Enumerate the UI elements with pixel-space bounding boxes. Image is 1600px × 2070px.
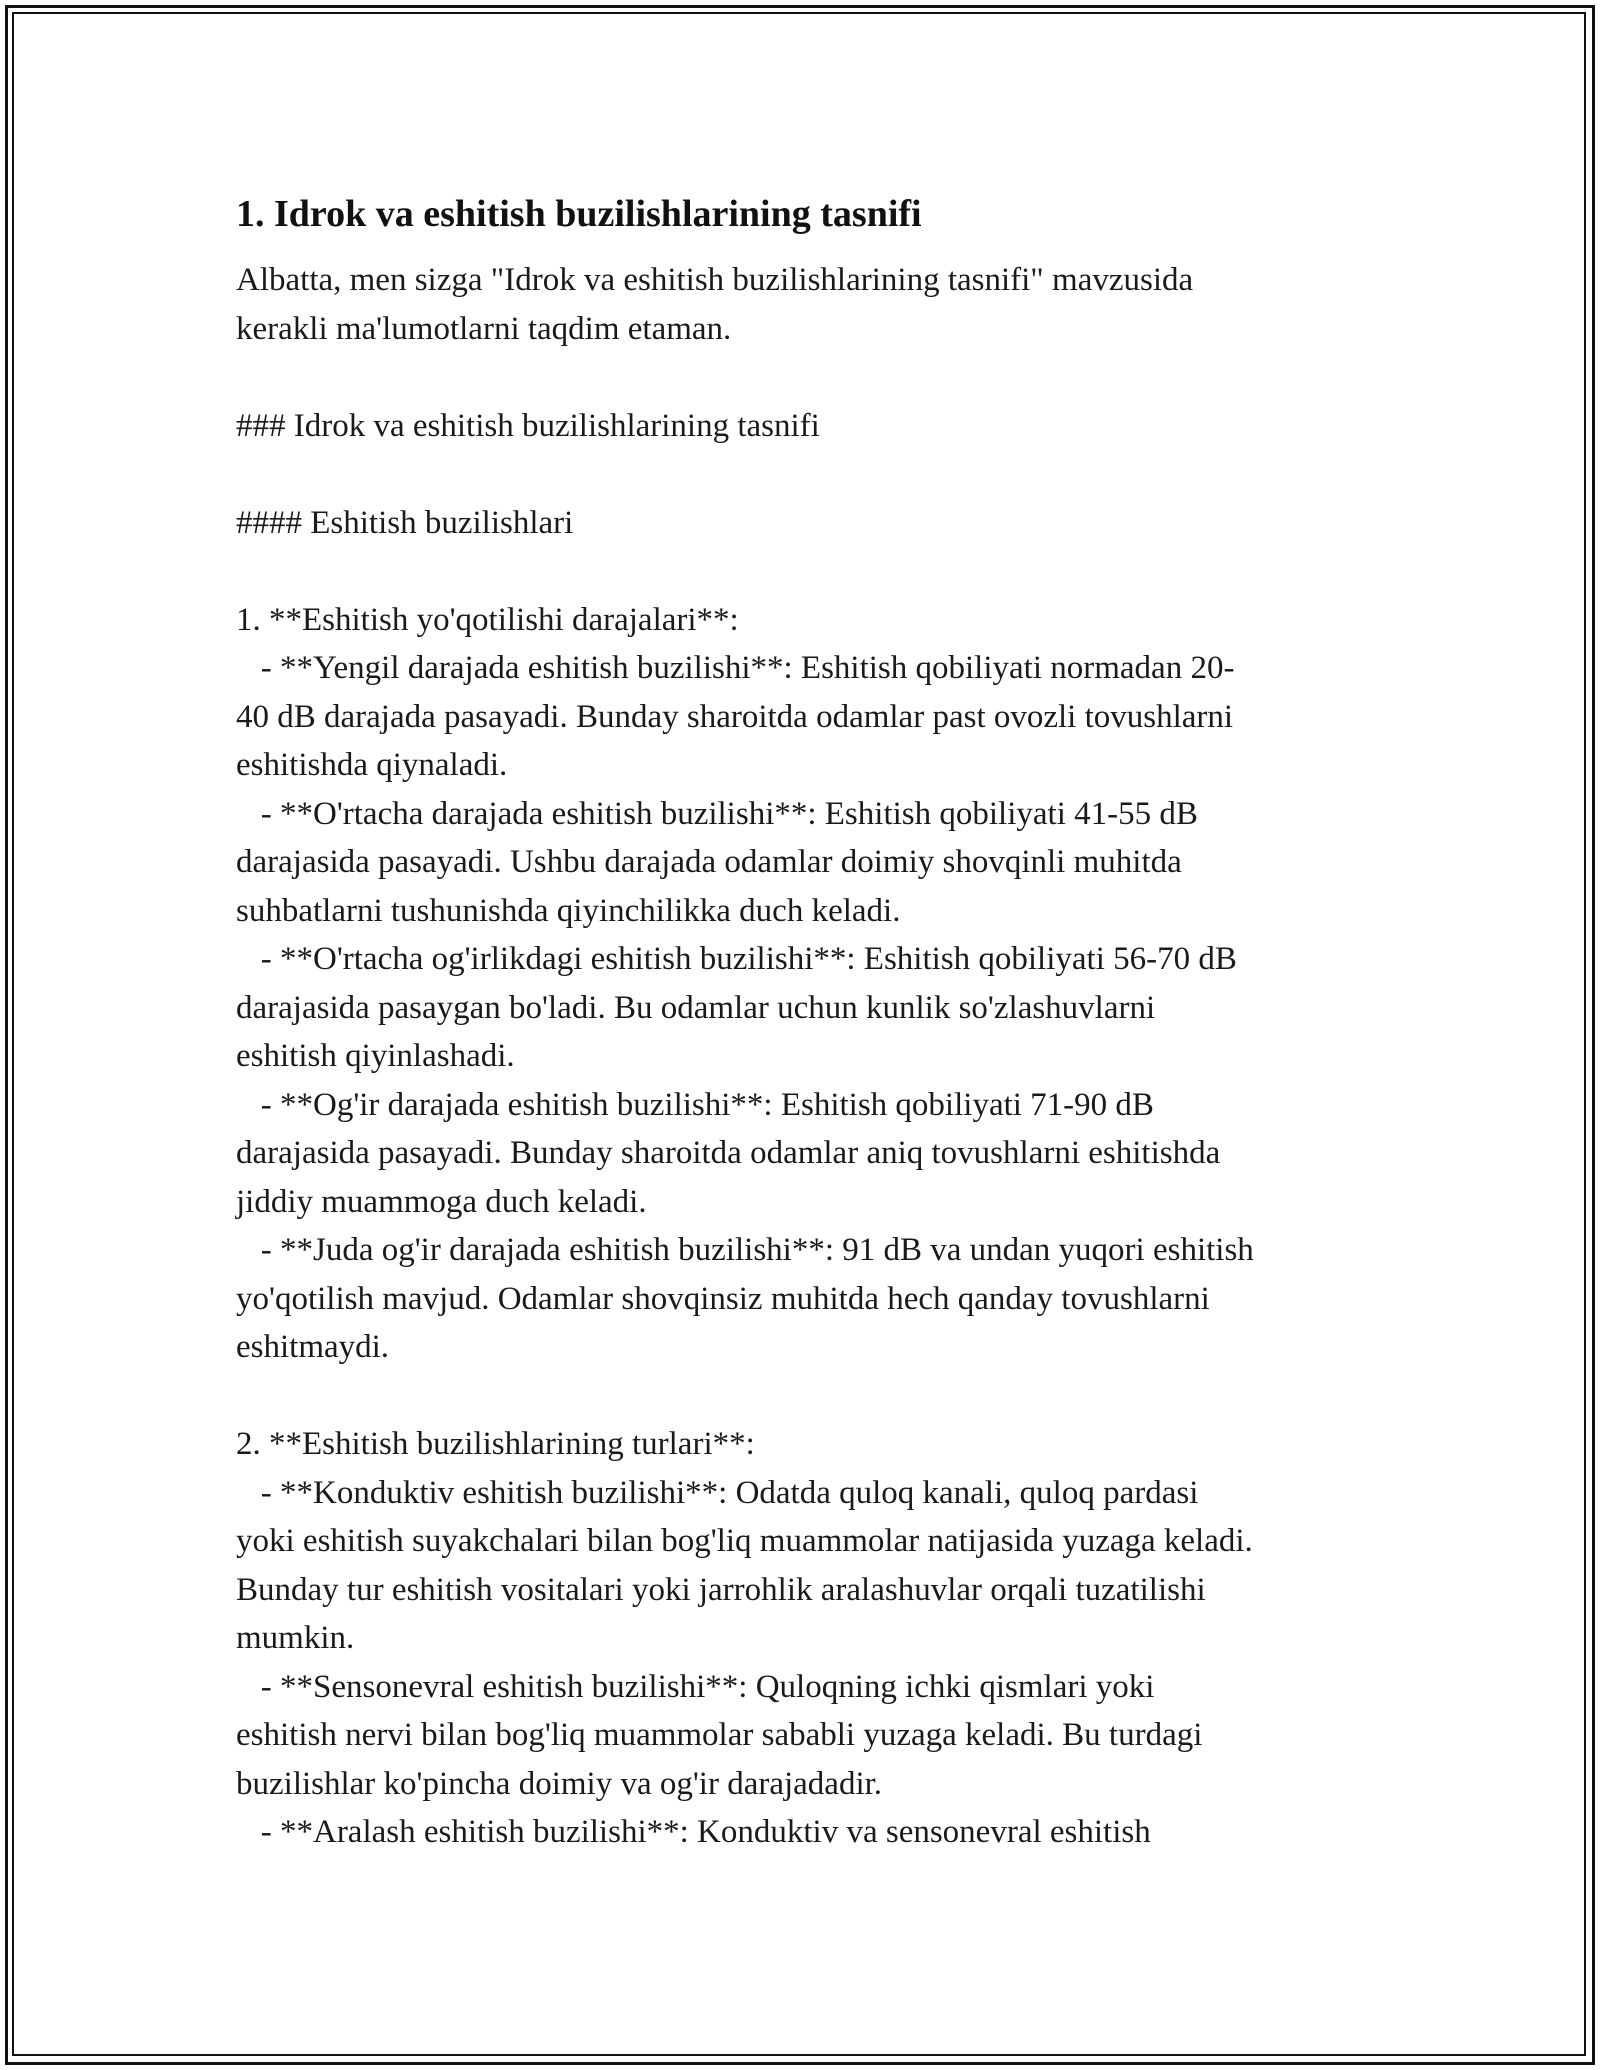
document-title: 1. Idrok va eshitish buzilishlarining tasnifi — [236, 193, 922, 235]
text-line: 40 dB darajada pasayadi. Bunday sharoitda odamlar past ovozli tovushlarni — [236, 698, 1234, 735]
text-line: mumkin. — [236, 1620, 355, 1656]
text-line: #### Eshitish buzilishlari — [236, 504, 574, 541]
blank-line — [236, 547, 1366, 596]
text-line: - **Og'ir darajada eshitish buzilishi**: Eshitish qobiliyati 71-90 dB — [236, 1086, 1154, 1123]
text-line: darajasida pasayadi. Bunday sharoitda odamlar aniq tovushlarni eshitishda — [236, 1135, 1221, 1171]
blank-line — [236, 1372, 1366, 1421]
document-text — [236, 256, 1366, 1857]
blank-line — [236, 450, 1366, 499]
text-line: - **Juda og'ir darajada eshitish buzilishi**: 91 dB va undan yuqori eshitish — [236, 1232, 1254, 1268]
text-line: darajasida pasayadi. Ushbu darajada odamlar doimiy shovqinli muhitda — [236, 844, 1182, 880]
text-line: suhbatlarni tushunishda qiyinchilikka duch keladi. — [236, 892, 901, 929]
text-line: eshitishda qiynaladi. — [236, 747, 508, 783]
text-line: eshitish nervi bilan bog'liq muammolar sababli yuzaga keladi. Bu turdagi — [236, 1717, 1203, 1753]
text-line: - **Aralash eshitish buzilishi**: Konduktiv va sensonevral eshitish — [236, 1814, 1151, 1850]
text-line: Albatta, men sizga "Idrok va eshitish buzilishlarining tasnifi" mavzusida — [236, 262, 1194, 298]
text-line: - **Yengil darajada eshitish buzilishi**: Eshitish qobiliyati normadan 20- — [236, 650, 1235, 686]
text-line: - **Sensonevral eshitish buzilishi**: Quloqning ichki qismlari yoki — [236, 1668, 1155, 1705]
text-line: kerakli ma'lumotlarni taqdim etaman. — [236, 310, 732, 347]
text-line: eshitmaydi. — [236, 1329, 390, 1365]
document-body — [236, 186, 1366, 1857]
text-line: buzilishlar ko'pincha doimiy va og'ir darajadadir. — [236, 1765, 883, 1802]
text-line: - **O'rtacha darajada eshitish buzilishi**: Eshitish qobiliyati 41-55 dB — [236, 795, 1198, 832]
text-line: ### Idrok va eshitish buzilishlarining tasnifi — [236, 407, 820, 444]
text-line: jiddiy muammoga duch keladi. — [236, 1183, 647, 1220]
blank-line — [236, 353, 1366, 402]
text-line: Bunday tur eshitish vositalari yoki jarrohlik aralashuvlar orqali tuzatilishi — [236, 1571, 1206, 1608]
text-line: 1. **Eshitish yo'qotilishi darajalari**: — [236, 601, 739, 638]
text-line: - **Konduktiv eshitish buzilishi**: Odatda quloq kanali, quloq pardasi — [236, 1474, 1199, 1511]
text-line: - **O'rtacha og'irlikdagi eshitish buzilishi**: Eshitish qobiliyati 56-70 dB — [236, 941, 1237, 977]
text-line: 2. **Eshitish buzilishlarining turlari**: — [236, 1426, 755, 1462]
text-line: yoki eshitish suyakchalari bilan bog'liq muammolar natijasida yuzaga keladi. — [236, 1523, 1253, 1559]
text-line: yo'qotilish mavjud. Odamlar shovqinsiz muhitda hech qanday tovushlarni — [236, 1280, 1210, 1317]
text-line: eshitish qiyinlashadi. — [236, 1038, 515, 1074]
text-line: darajasida pasaygan bo'ladi. Bu odamlar uchun kunlik so'zlashuvlarni — [236, 989, 1156, 1026]
